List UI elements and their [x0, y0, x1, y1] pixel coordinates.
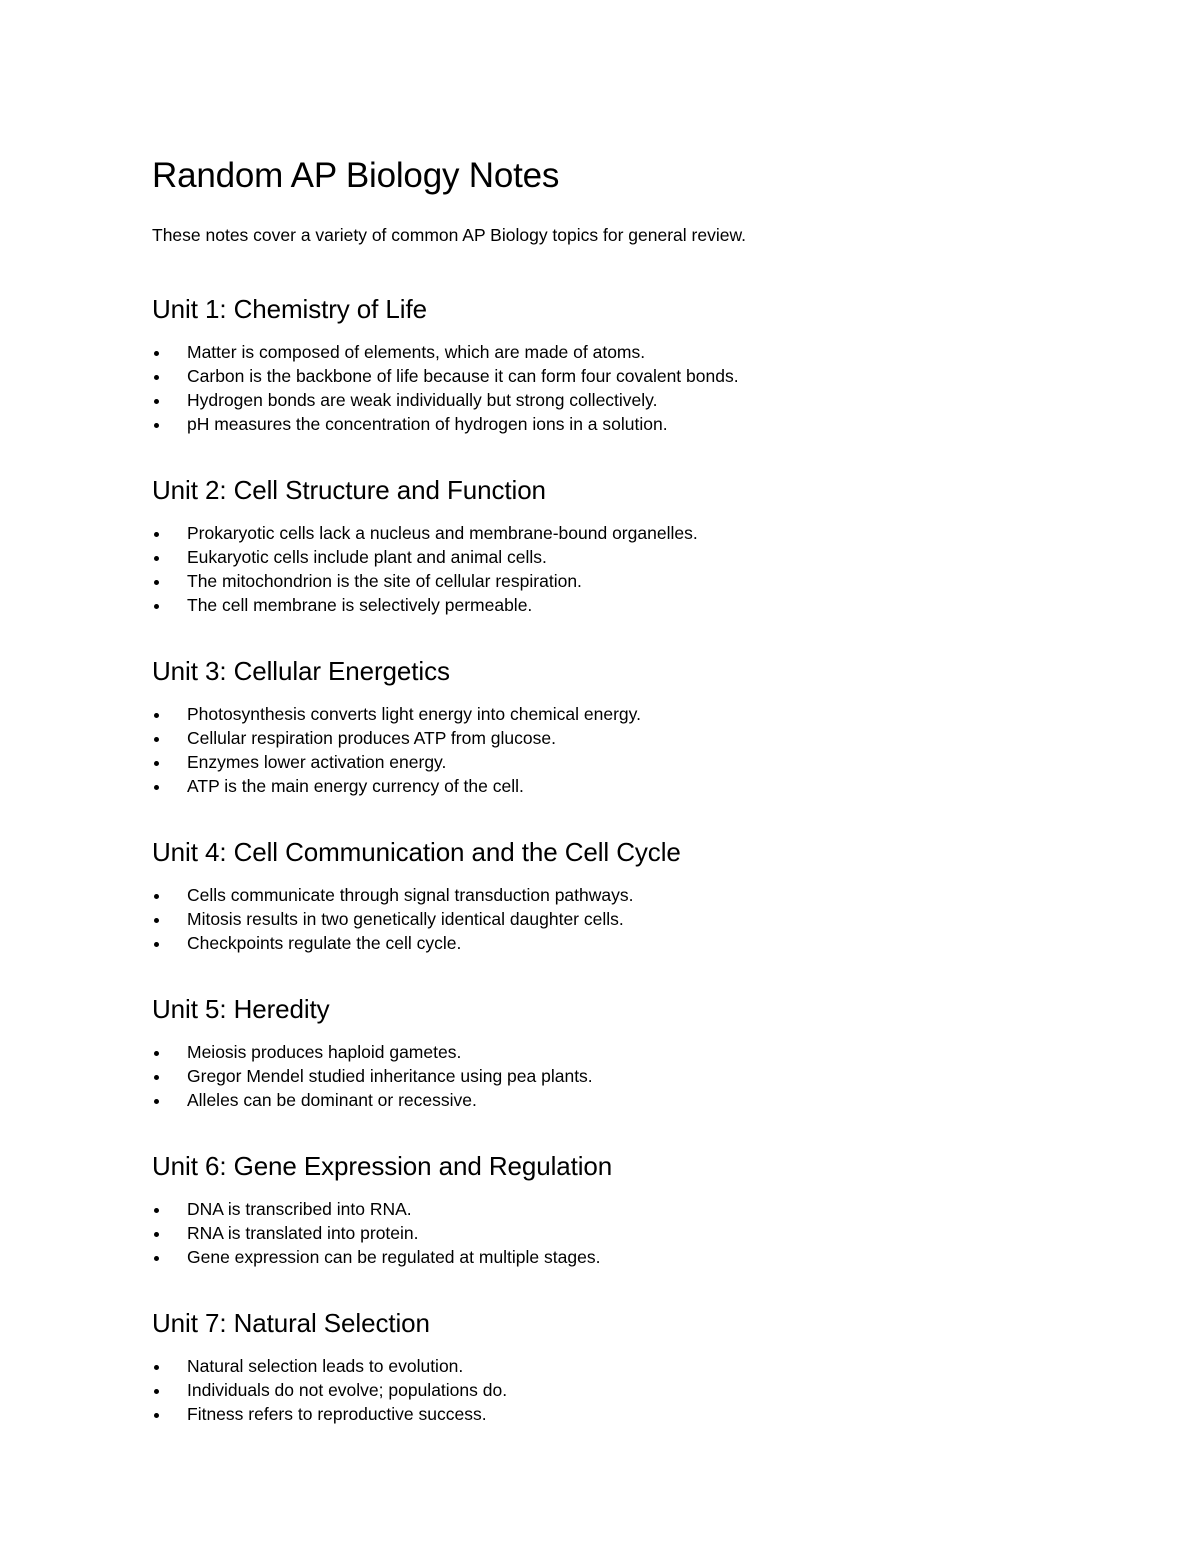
section-heading: Unit 4: Cell Communication and the Cell Cycle	[152, 837, 681, 867]
section-unit-2	[152, 472, 1112, 617]
list-item-text: Enzymes lower activation energy.	[187, 752, 447, 772]
list-item-text: Alleles can be dominant or recessive.	[187, 1090, 477, 1110]
list-item	[152, 388, 1112, 412]
bullet-list	[152, 521, 1112, 617]
list-item-text: The mitochondrion is the site of cellular respiration.	[187, 571, 582, 591]
list-item	[152, 1402, 1112, 1426]
list-item-text: Checkpoints regulate the cell cycle.	[187, 933, 462, 953]
bullet-list	[152, 1197, 1112, 1269]
bullet-dot-icon	[154, 556, 159, 561]
section-unit-4	[152, 834, 1112, 955]
list-item-text: Photosynthesis converts light energy into chemical energy.	[187, 704, 641, 724]
section-unit-7	[152, 1305, 1112, 1426]
list-item	[152, 1064, 1112, 1088]
list-item	[152, 569, 1112, 593]
bullet-dot-icon	[154, 1365, 159, 1370]
section-heading: Unit 6: Gene Expression and Regulation	[152, 1151, 613, 1181]
list-item-text: Meiosis produces haploid gametes.	[187, 1042, 462, 1062]
list-item-text: The cell membrane is selectively permeable.	[187, 595, 533, 615]
bullet-dot-icon	[154, 1389, 159, 1394]
section-unit-6	[152, 1148, 1112, 1269]
bullet-list	[152, 1354, 1112, 1426]
list-item-text: RNA is translated into protein.	[187, 1223, 419, 1243]
list-item	[152, 1040, 1112, 1064]
bullet-list	[152, 1040, 1112, 1112]
bullet-dot-icon	[154, 785, 159, 790]
bullet-dot-icon	[154, 604, 159, 609]
list-item-text: Carbon is the backbone of life because it can form four covalent bonds.	[187, 366, 739, 386]
section-unit-1	[152, 291, 1112, 436]
list-item-text: Gregor Mendel studied inheritance using pea plants.	[187, 1066, 593, 1086]
bullet-dot-icon	[154, 1232, 159, 1237]
bullet-dot-icon	[154, 532, 159, 537]
list-item	[152, 1221, 1112, 1245]
list-item	[152, 1088, 1112, 1112]
bullet-dot-icon	[154, 942, 159, 947]
list-item	[152, 1354, 1112, 1378]
list-item	[152, 545, 1112, 569]
section-unit-5	[152, 991, 1112, 1112]
list-item	[152, 521, 1112, 545]
bullet-dot-icon	[154, 580, 159, 585]
list-item	[152, 1245, 1112, 1269]
bullet-dot-icon	[154, 351, 159, 356]
list-item-text: Cells communicate through signal transduction pathways.	[187, 885, 634, 905]
section-unit-3	[152, 653, 1112, 798]
section-heading: Unit 1: Chemistry of Life	[152, 294, 427, 324]
section-heading: Unit 3: Cellular Energetics	[152, 656, 450, 686]
bullet-dot-icon	[154, 1099, 159, 1104]
bullet-dot-icon	[154, 894, 159, 899]
bullet-list	[152, 702, 1112, 798]
bullet-dot-icon	[154, 1075, 159, 1080]
bullet-list	[152, 340, 1112, 436]
document-intro: These notes cover a variety of common AP Biology topics for general review.	[152, 225, 747, 245]
list-item	[152, 774, 1112, 798]
list-item	[152, 364, 1112, 388]
list-item	[152, 726, 1112, 750]
document-content	[152, 150, 1112, 1426]
list-item	[152, 1197, 1112, 1221]
section-heading: Unit 5: Heredity	[152, 994, 330, 1024]
list-item	[152, 1378, 1112, 1402]
list-item-text: Hydrogen bonds are weak individually but strong collectively.	[187, 390, 658, 410]
bullet-dot-icon	[154, 1256, 159, 1261]
list-item	[152, 931, 1112, 955]
list-item-text: Cellular respiration produces ATP from glucose.	[187, 728, 556, 748]
bullet-dot-icon	[154, 737, 159, 742]
list-item-text: Individuals do not evolve; populations do.	[187, 1380, 508, 1400]
list-item	[152, 412, 1112, 436]
list-item	[152, 883, 1112, 907]
list-item-text: pH measures the concentration of hydrogen ions in a solution.	[187, 414, 668, 434]
bullet-dot-icon	[154, 918, 159, 923]
section-heading: Unit 2: Cell Structure and Function	[152, 475, 546, 505]
bullet-list	[152, 883, 1112, 955]
list-item-text: Gene expression can be regulated at multiple stages.	[187, 1247, 601, 1267]
list-item	[152, 750, 1112, 774]
bullet-dot-icon	[154, 713, 159, 718]
list-item-text: Mitosis results in two genetically identical daughter cells.	[187, 909, 624, 929]
document-title: Random AP Biology Notes	[152, 156, 560, 195]
bullet-dot-icon	[154, 1413, 159, 1418]
list-item-text: Prokaryotic cells lack a nucleus and membrane-bound organelles.	[187, 523, 698, 543]
section-heading: Unit 7: Natural Selection	[152, 1308, 430, 1338]
list-item-text: DNA is transcribed into RNA.	[187, 1199, 412, 1219]
list-item-text: Eukaryotic cells include plant and animal cells.	[187, 547, 547, 567]
list-item	[152, 907, 1112, 931]
list-item-text: Matter is composed of elements, which are made of atoms.	[187, 342, 646, 362]
list-item	[152, 702, 1112, 726]
list-item-text: Fitness refers to reproductive success.	[187, 1404, 487, 1424]
bullet-dot-icon	[154, 1051, 159, 1056]
bullet-dot-icon	[154, 761, 159, 766]
bullet-dot-icon	[154, 399, 159, 404]
list-item	[152, 340, 1112, 364]
list-item-text: ATP is the main energy currency of the cell.	[187, 776, 524, 796]
bullet-dot-icon	[154, 375, 159, 380]
list-item	[152, 593, 1112, 617]
bullet-dot-icon	[154, 423, 159, 428]
bullet-dot-icon	[154, 1208, 159, 1213]
list-item-text: Natural selection leads to evolution.	[187, 1356, 464, 1376]
